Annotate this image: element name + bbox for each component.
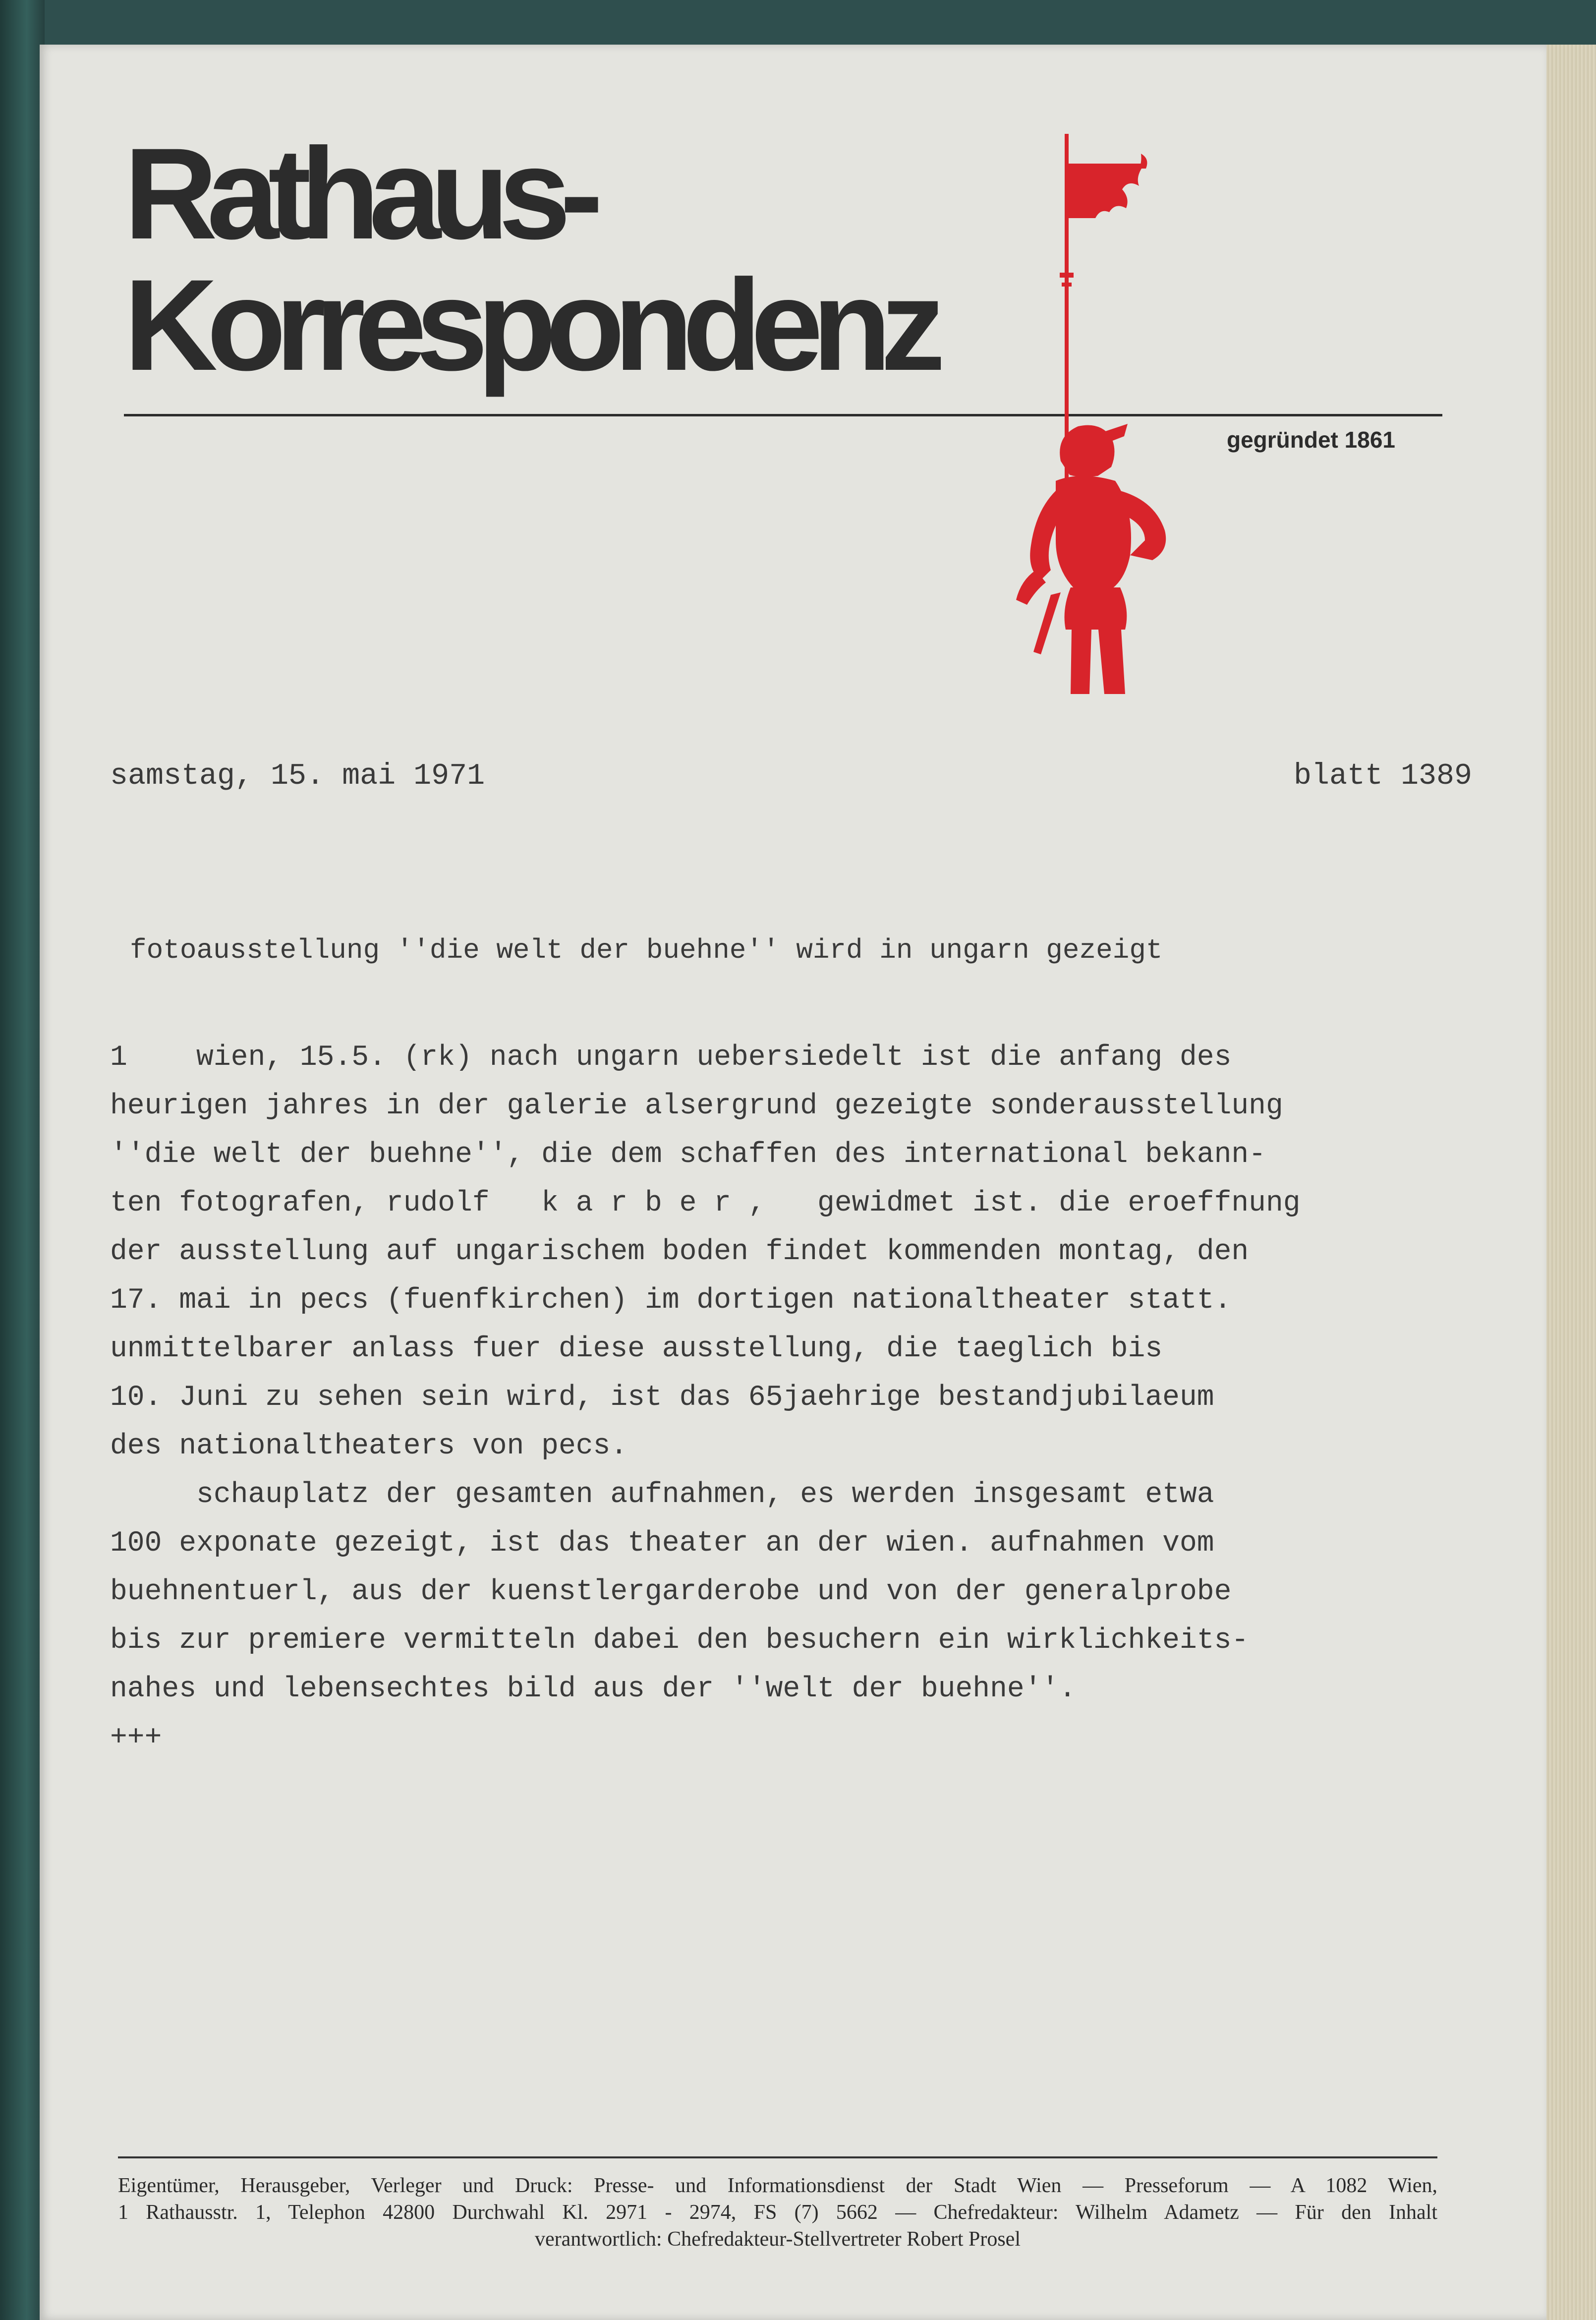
article-line: ''die welt der buehne'', die dem schaffen des international bekann- bbox=[110, 1139, 1266, 1171]
article-line: bis zur premiere vermitteln dabei den besuchern ein wirklichkeits- bbox=[110, 1624, 1249, 1657]
knight-with-banner-icon bbox=[981, 134, 1219, 699]
page-stack-edge bbox=[1546, 45, 1596, 2320]
article-headline: fotoausstellung ''die welt der buehne'' wird in ungarn gezeigt bbox=[130, 934, 1163, 966]
article-line: der ausstellung auf ungarischem boden findet kommenden montag, den bbox=[110, 1236, 1249, 1268]
masthead-title-line-2: Korrespondenz bbox=[124, 252, 935, 398]
article-line: buehnentuerl, aus der kuenstlergarderobe und von der generalprobe bbox=[110, 1576, 1232, 1608]
article-line: schauplatz der gesamten aufnahmen, es werden insgesamt etwa bbox=[110, 1479, 1214, 1511]
masthead bbox=[84, 121, 1452, 453]
article-line: des nationaltheaters von pecs. bbox=[110, 1430, 628, 1462]
article-line: 1 wien, 15.5. (rk) nach ungarn uebersiedelt ist die anfang des bbox=[110, 1042, 1232, 1074]
masthead-rule bbox=[124, 414, 1442, 416]
issue-date: samstag, 15. mai 1971 bbox=[110, 759, 485, 793]
article-line: 100 exponate gezeigt, ist das theater an der wien. aufnahmen vom bbox=[110, 1527, 1214, 1560]
masthead-title-line-1: Rathaus- bbox=[124, 121, 592, 266]
imprint-footer bbox=[118, 2156, 1437, 2253]
sheet-number: blatt 1389 bbox=[1294, 759, 1473, 793]
article-end-mark: +++ bbox=[110, 1722, 162, 1754]
article-line: heurigen jahres in der galerie alsergrund gezeigte sonderausstellung bbox=[110, 1090, 1283, 1122]
article-line: unmittelbarer anlass fuer diese ausstellung, die taeglich bis bbox=[110, 1333, 1163, 1365]
book-binding bbox=[0, 0, 45, 2320]
imprint-line-1: Eigentümer, Herausgeber, Verleger und Druck: Presse- und Informationsdienst der Stadt Wien — Presseforum — A 1082 Wien, bbox=[118, 2174, 1437, 2197]
imprint-line-3: verantwortlich: Chefredakteur-Stellvertreter Robert Prosel bbox=[535, 2228, 1021, 2251]
article-line: 17. mai in pecs (fuenfkirchen) im dortigen nationaltheater statt. bbox=[110, 1284, 1232, 1317]
founded-note: gegründet 1861 bbox=[1227, 427, 1395, 453]
imprint-line-2: 1 Rathausstr. 1, Telephon 42800 Durchwahl Kl. 2971 - 2974, FS (7) 5662 — Chefredakteur: Wilhelm Adametz — Für den Inhalt bbox=[118, 2201, 1437, 2224]
article-body bbox=[110, 1034, 1508, 1762]
article-line: ten fotografen, rudolf k a r b e r , gewidmet ist. die eroeffnung bbox=[110, 1187, 1301, 1219]
article-line: 10. Juni zu sehen sein wird, ist das 65jaehrige bestandjubilaeum bbox=[110, 1382, 1214, 1414]
article-line: nahes und lebensechtes bild aus der ''welt der buehne''. bbox=[110, 1673, 1077, 1705]
